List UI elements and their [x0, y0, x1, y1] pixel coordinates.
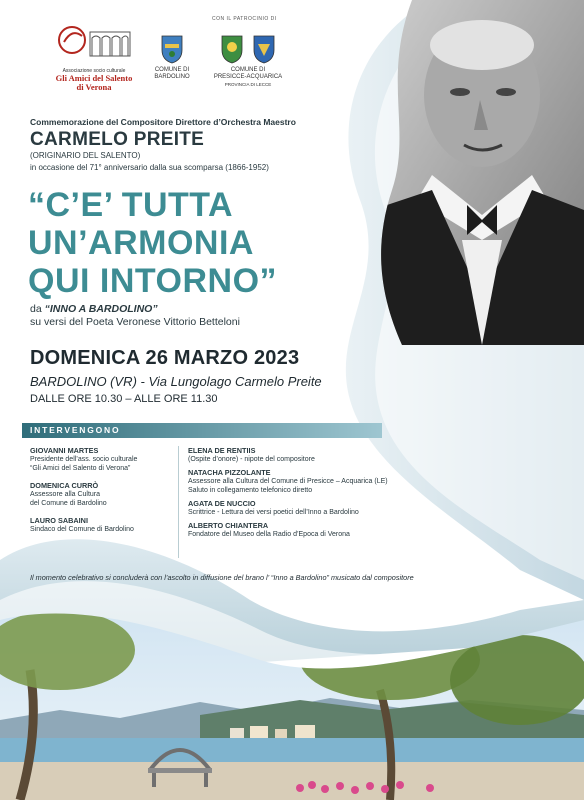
speaker-item: [30, 516, 200, 534]
column-divider: [178, 446, 179, 558]
speaker-role: (Ospite d’onore) - nipote del compositore: [188, 456, 315, 463]
event-date: DOMENICA 26 MARZO 2023: [30, 347, 300, 369]
speaker-role: Presidente dell’ass. socio culturale: [30, 456, 138, 463]
speaker-item: [188, 499, 418, 517]
speaker-role: Saluto in collegamento telefonico diretto: [188, 487, 313, 494]
speaker-name: GIOVANNI MARTES: [30, 446, 99, 455]
bardolino-crest-line2: BARDOLINO: [154, 74, 190, 80]
source-work: [30, 303, 240, 329]
speaker-name: DOMENICA CURRÒ: [30, 481, 99, 490]
speaker-role: Scrittrice - Lettura dei versi poetici dell’Inno a Bardolino: [188, 509, 359, 516]
bardolino-crest-line1: COMUNE DI: [154, 67, 190, 73]
composer-name: CARMELO PREITE: [30, 129, 205, 150]
source-work-title: “INNO A BARDOLINO”: [44, 303, 158, 315]
sponsor-logos: [22, 14, 312, 94]
speaker-name: NATACHA PIZZOLANTE: [188, 468, 271, 477]
presicce-crest-line1: COMUNE DI: [230, 67, 266, 73]
speaker-name: ALBERTO CHIANTERA: [188, 521, 269, 530]
source-da: da: [30, 303, 42, 315]
speaker-role: Sindaco del Comune di Bardolino: [30, 526, 134, 533]
speaker-role: Fondatore del Museo della Radio d’Epoca di Verona: [188, 531, 350, 538]
commemoration-line: Commemorazione del Compositore Direttore d’Orchestra Maestro: [30, 117, 296, 127]
composer-portrait: [372, 0, 584, 345]
amici-logo-caption-line2: di Verona: [76, 82, 112, 92]
source-verses: su versi del Poeta Veronese Vittorio Betteloni: [30, 316, 240, 328]
bardolino-crest-block: [142, 32, 202, 81]
speaker-item: [30, 446, 200, 473]
speaker-name: AGATA DE NUCCIO: [188, 499, 256, 508]
presicce-crest-block: [208, 32, 288, 88]
speakers-right-column: [188, 446, 418, 543]
bardolino-crest-icon: [159, 32, 185, 64]
event-place: BARDOLINO (VR) - Via Lungolago Carmelo Preite: [30, 374, 322, 389]
speaker-item: [30, 481, 200, 508]
speaker-name: LAURO SABAINI: [30, 516, 88, 525]
title-line-1: “C’E’ TUTTA: [28, 186, 234, 224]
amici-del-salento-logo: [34, 22, 154, 92]
speaker-item: [188, 446, 418, 464]
event-header: [30, 117, 390, 172]
speaker-role: Assessore alla Cultura del Comune di Presicce – Acquarica (LE): [188, 478, 388, 485]
speakers-left-column: [30, 446, 200, 542]
closing-note: Il momento celebrativo si concluderà con l’ascolto in diffusione del brano l’ “Inno a Bardolino” musicato dal compositore: [30, 573, 414, 582]
speakers-header-label: INTERVENGONO: [30, 425, 121, 435]
amici-logo-emblem-icon: [54, 22, 134, 66]
event-title: [28, 186, 368, 300]
speaker-role: del Comune di Bardolino: [30, 500, 107, 507]
amici-logo-caption-line1: Gli Amici del Salento: [55, 73, 133, 83]
anniversary-line: in occasione del 71° anniversario dalla sua scomparsa (1866-1952): [30, 163, 269, 172]
amici-logo-small-caption: Associazione socio culturale: [62, 68, 126, 74]
patronage-label: CON IL PATROCINIO DI: [212, 16, 277, 22]
presicce-crest-line3: PROVINCIA DI LECCE: [224, 82, 272, 87]
speaker-item: [188, 468, 418, 495]
title-line-3: QUI INTORNO”: [28, 262, 278, 300]
title-line-2: UN’ARMONIA: [28, 224, 254, 262]
speaker-role: Assessore alla Cultura: [30, 491, 101, 498]
speaker-name: ELENA DE RENTIIS: [188, 446, 256, 455]
presicce-crest-line2: PRESICCE-ACQUARICA: [213, 74, 283, 80]
speakers-header-bar: [22, 423, 382, 438]
speaker-item: [188, 521, 418, 539]
event-time: DALLE ORE 10.30 – ALLE ORE 11.30: [30, 393, 218, 405]
speaker-role: “Gli Amici del Salento di Verona”: [30, 465, 131, 472]
presicce-crest-icon: [216, 32, 280, 64]
lakeside-landscape-image: [0, 590, 584, 800]
composer-origin: (ORIGINARIO DEL SALENTO): [30, 151, 141, 160]
